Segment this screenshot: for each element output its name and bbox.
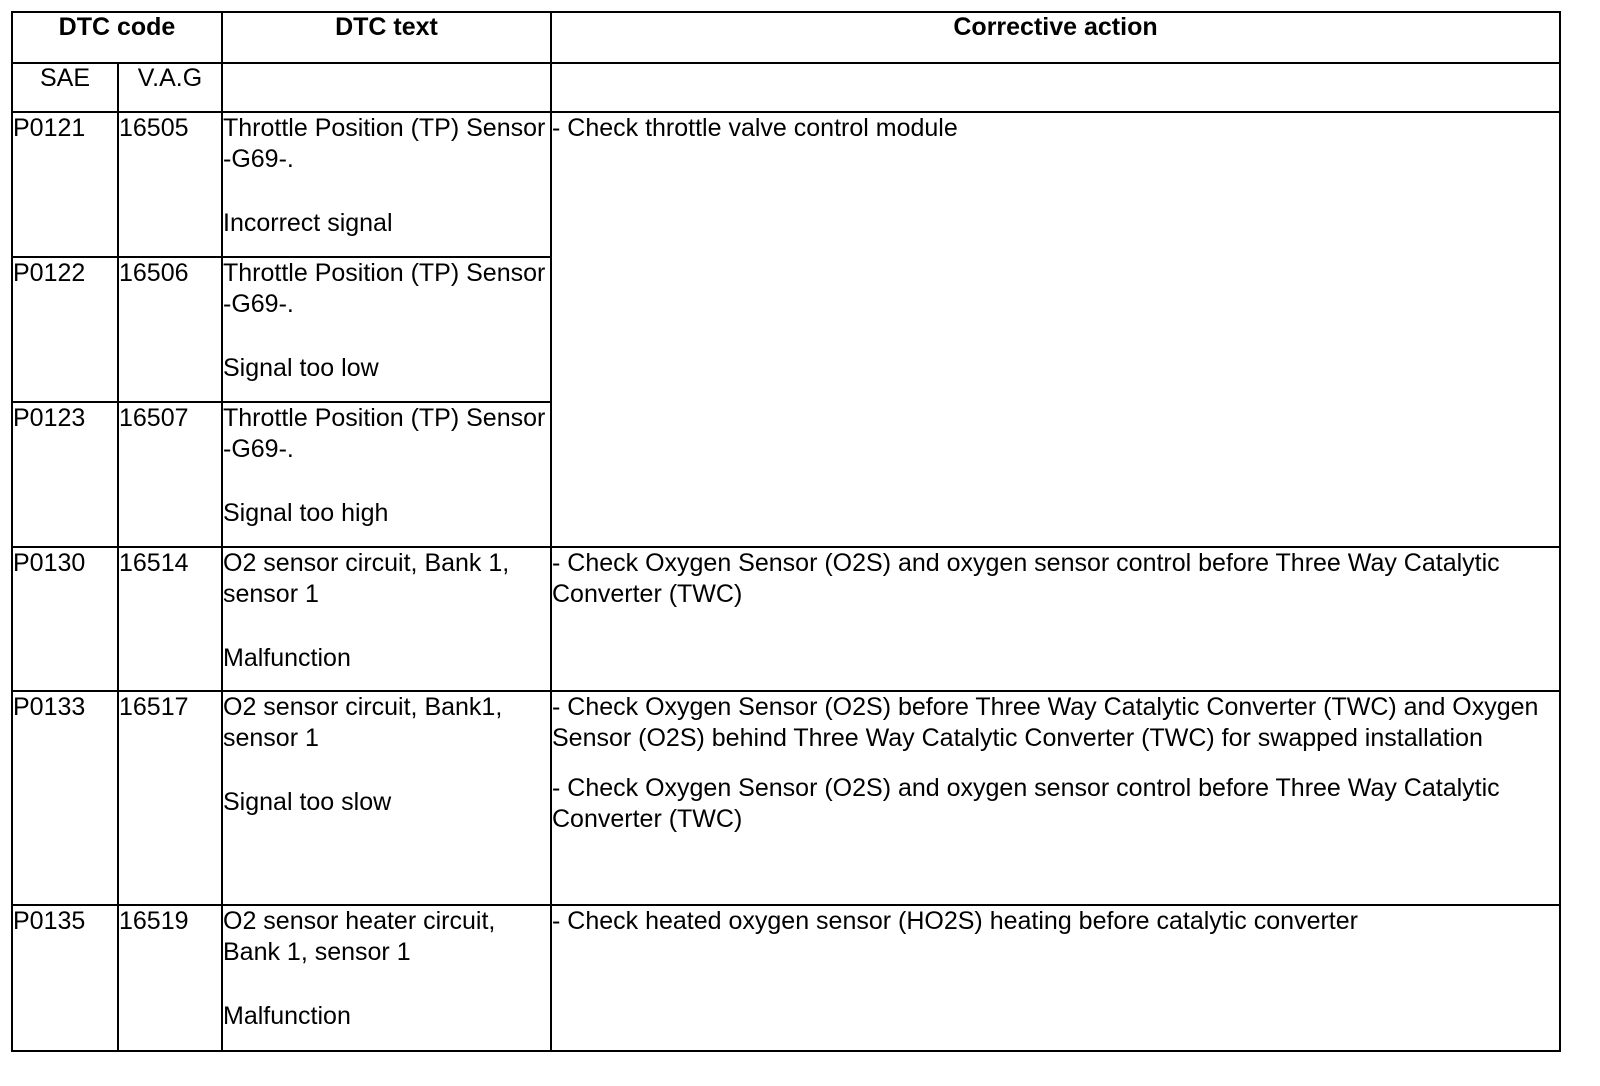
sae-code: P0121 [12, 112, 118, 257]
header-dtc-code: DTC code [12, 12, 222, 63]
dtc-description: Throttle Position (TP) Sensor -G69-. [223, 404, 546, 463]
dtc-text-cell [222, 905, 551, 1051]
dtc-text-cell [222, 257, 551, 402]
subheader-row [12, 63, 1560, 112]
corrective-action-cell [551, 112, 1560, 547]
vag-code: 16517 [118, 691, 222, 905]
sae-code: P0135 [12, 905, 118, 1051]
dtc-condition: Signal too high [223, 499, 389, 527]
dtc-condition: Signal too low [223, 354, 379, 382]
dtc-description: Throttle Position (TP) Sensor -G69-. [223, 114, 546, 173]
dtc-description: O2 sensor circuit, Bank1, sensor 1 [223, 693, 503, 752]
dtc-condition: Signal too slow [223, 788, 392, 816]
dtc-text-cell [222, 547, 551, 691]
dtc-text-cell [222, 402, 551, 547]
dtc-table [11, 11, 1561, 1052]
corrective-action-cell [551, 905, 1560, 1051]
subheader-empty-action [551, 63, 1560, 112]
sae-code: P0123 [12, 402, 118, 547]
vag-code: 16507 [118, 402, 222, 547]
corrective-action-cell [551, 691, 1560, 905]
corrective-action-text: - Check Oxygen Sensor (O2S) and oxygen sensor control before Three Way Catalytic Converter (TWC) [552, 549, 1500, 608]
vag-code: 16506 [118, 257, 222, 402]
table-row [12, 691, 1560, 905]
corrective-action-text: - Check heated oxygen sensor (HO2S) heating before catalytic converter [552, 907, 1358, 935]
dtc-text-cell [222, 112, 551, 257]
dtc-description: Throttle Position (TP) Sensor -G69-. [223, 259, 546, 318]
table-row [12, 112, 1560, 257]
sae-code: P0122 [12, 257, 118, 402]
corrective-action-text: - Check throttle valve control module [552, 114, 958, 142]
header-dtc-text: DTC text [222, 12, 551, 63]
dtc-condition: Malfunction [223, 1002, 351, 1030]
corrective-action-text: - Check Oxygen Sensor (O2S) and oxygen sensor control before Three Way Catalytic Converter (TWC) [552, 774, 1500, 833]
dtc-description: O2 sensor heater circuit, Bank 1, sensor 1 [223, 907, 496, 966]
sae-code: P0130 [12, 547, 118, 691]
table-row [12, 905, 1560, 1051]
corrective-action-cell [551, 547, 1560, 691]
vag-code: 16505 [118, 112, 222, 257]
header-corrective-action: Corrective action [551, 12, 1560, 63]
dtc-description: O2 sensor circuit, Bank 1, sensor 1 [223, 549, 510, 608]
header-row [12, 12, 1560, 63]
vag-code: 16514 [118, 547, 222, 691]
subheader-vag: V.A.G [118, 63, 222, 112]
dtc-text-cell [222, 691, 551, 905]
vag-code: 16519 [118, 905, 222, 1051]
dtc-condition: Incorrect signal [223, 209, 393, 237]
subheader-sae: SAE [12, 63, 118, 112]
dtc-condition: Malfunction [223, 644, 351, 672]
sae-code: P0133 [12, 691, 118, 905]
table-row [12, 547, 1560, 691]
subheader-empty-text [222, 63, 551, 112]
corrective-action-text: - Check Oxygen Sensor (O2S) before Three Way Catalytic Converter (TWC) and Oxygen Sensor (O2S) behind Three Way Catalytic Converter (TWC) for swapped installation [552, 693, 1539, 752]
